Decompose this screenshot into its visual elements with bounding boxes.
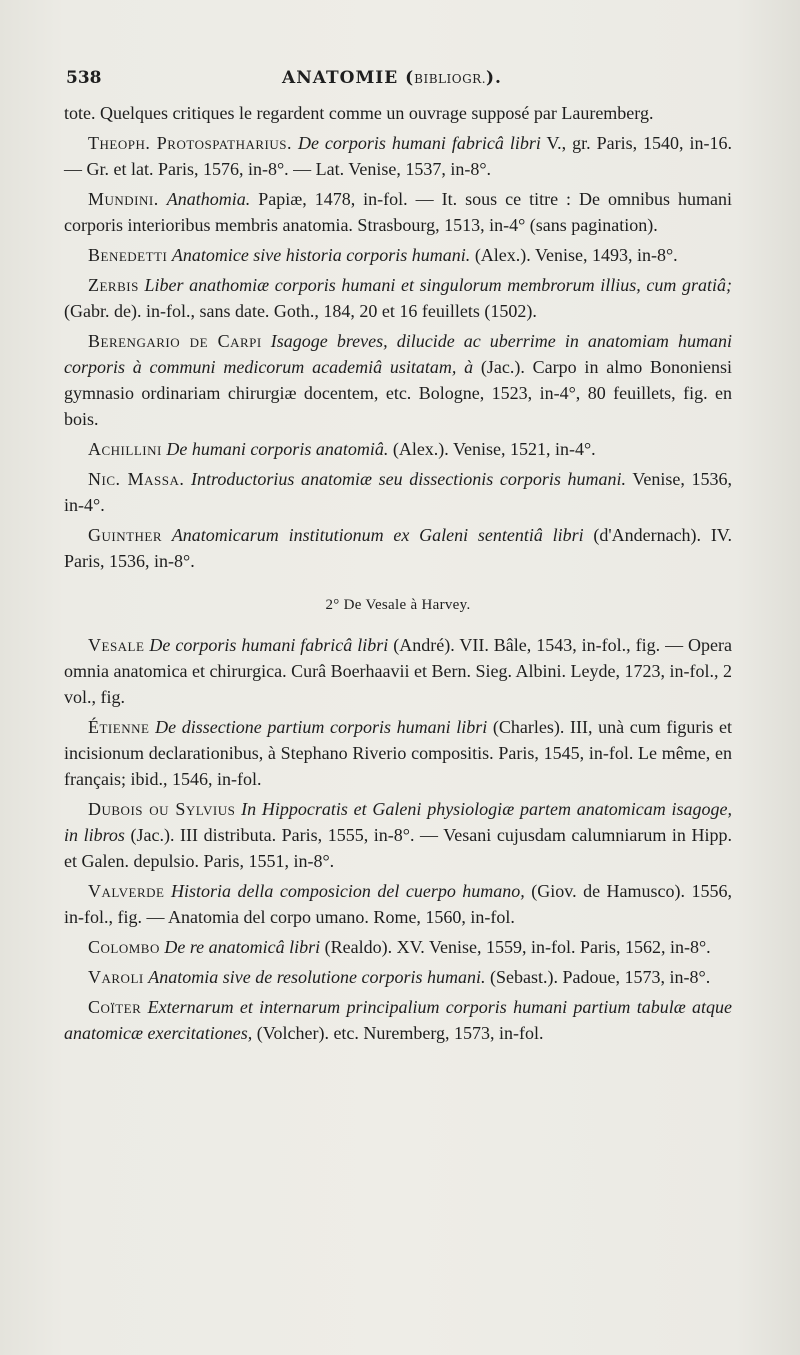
running-head-sub: BIBLIOGR. <box>414 72 487 86</box>
entry-details: (Sebast.). Padoue, 1573, in-8°. <box>485 967 711 987</box>
entry-details: (Gabr. de). in-fol., sans date. Goth., 184, 20 et 16 feuillets (1502). <box>64 301 537 321</box>
entry-title: Externarum et internarum principalium corporis humani partium tabulæ atque anatomicæ exercitationes, <box>64 997 733 1043</box>
entry-title: Anathomia. <box>166 189 251 209</box>
entry-title: Anatomice sive historia corporis humani. <box>171 245 471 265</box>
entry-author: Dubois ou Sylvius <box>88 799 236 819</box>
entry-details: (Charles). III, unà cum figuris et incisionum declarationibus, à Stephano Riverio compositis. Paris, 1545, in-fol. Le même, en français; ibid., 1546, in-fol. <box>64 717 732 789</box>
entry-title: De corporis humani fabricâ libri <box>297 133 541 153</box>
entry-author: Guinther <box>88 525 163 545</box>
entry-details: V., gr. Paris, 1540, in-16. — Gr. et lat. Paris, 1576, in-8°. — Lat. Venise, 1537, in-8°. <box>64 133 733 179</box>
bibliography-entry <box>64 522 732 574</box>
entry-details: (Volcher). etc. Nuremberg, 1573, in-fol. <box>252 1023 544 1043</box>
entry-author: Berengario de Carpi <box>88 331 262 351</box>
bibliography-entry <box>64 436 732 462</box>
bibliography-entry <box>64 964 732 990</box>
entry-details: (André). VII. Bâle, 1543, in-fol., fig. — Opera omnia anatomica et chirurgica. Curâ Boerhaavii et Bern. Sieg. Albini. Leyde, 1723, in-fol., 2 vol., fig. <box>64 635 733 707</box>
entry-title: In Hippocratis et Galeni physiologiæ partem anatomicam isagoge, in libros <box>64 799 733 845</box>
entry-title: De re anatomicâ libri <box>164 937 321 957</box>
entry-details: (Giov. de Hamusco). 1556, in-fol., fig. — Anatomia del corpo umano. Rome, 1560, in-fol. <box>64 881 732 927</box>
entry-details: (Jac.). III distributa. Paris, 1555, in-8°. — Vesani cujusdam calumniarum in Hipp. et Galen. depulsio. Paris, 1551, in-8°. <box>64 825 732 871</box>
section-heading: 2° De Vesale à Harvey. <box>325 597 471 613</box>
bibliography-entry <box>64 796 732 874</box>
entry-title: De humani corporis anatomiâ. <box>166 439 389 459</box>
continuation-text: tote. Quelques critiques le regardent comme un ouvrage supposé par Lauremberg. <box>64 103 654 123</box>
bibliography-entry <box>64 632 732 710</box>
entry-title: Isagoge breves, dilucide ac uberrime in anatomiam humani corporis à communi medicorum academiâ usitatam, à <box>64 331 732 377</box>
bibliography-entry <box>64 272 732 324</box>
entries-part2 <box>64 632 732 1046</box>
entry-author: Étienne <box>88 717 150 737</box>
bibliography-entry <box>64 994 732 1046</box>
entry-details: Papiæ, 1478, in-fol. — It. sous ce titre : De omnibus humani corporis interioribus membris anatomia. Strasbourg, 1513, in-4° (sans pagination). <box>64 189 732 235</box>
entry-author: Coïter <box>88 997 142 1017</box>
entry-title: Anatomia sive de resolutione corporis humani. <box>148 967 486 987</box>
entry-details: (d'Andernach). IV. Paris, 1536, in-8°. <box>64 525 732 571</box>
entry-details: Venise, 1536, in-4°. <box>64 469 732 515</box>
running-head-main: ANATOMIE <box>282 68 399 88</box>
bibliography-entry <box>64 242 732 268</box>
entry-title: Historia della composicion del cuerpo humano, <box>170 881 525 901</box>
entry-author: Benedetti <box>88 245 168 265</box>
bibliography-entry <box>64 714 732 792</box>
entry-details: (Realdo). XV. Venise, 1559, in-fol. Paris, 1562, in-8°. <box>320 937 711 957</box>
bibliography-body <box>64 100 732 1050</box>
entry-author: Vesale <box>88 635 145 655</box>
entry-author: Colombo <box>88 937 160 957</box>
bibliography-entry <box>64 130 732 182</box>
bibliography-entry <box>64 186 732 238</box>
entry-author: Theoph. Protospatharius. <box>88 133 293 153</box>
entry-author: Achillini <box>88 439 162 459</box>
bibliography-entry <box>64 878 732 930</box>
entry-author: Zerbis <box>88 275 139 295</box>
entry-title: Introductorius anatomiæ seu dissectionis corporis humani. <box>191 469 627 489</box>
page-number: 538 <box>66 68 102 88</box>
entries-part1 <box>64 130 732 574</box>
entry-details: (Jac.). Carpo in almo Bononiensi gymnasio ordinariam chirurgiæ docentem, etc. Bologne, 1523, in-4°, 80 feuillets, fig. en bois. <box>64 357 732 429</box>
running-head: ANATOMIE (BIBLIOGR.). <box>282 68 502 88</box>
bibliography-entry <box>64 934 732 960</box>
entry-title: De corporis humani fabricâ libri <box>149 635 389 655</box>
entry-title: Anatomicarum institutionum ex Galeni sententiâ libri <box>171 525 584 545</box>
bibliography-entry <box>64 328 732 432</box>
page-header <box>66 68 730 94</box>
entry-author: Mundini. <box>88 189 159 209</box>
bibliography-entry <box>64 466 732 518</box>
entry-details: (Alex.). Venise, 1493, in-8°. <box>470 245 678 265</box>
entry-author: Nic. Massa. <box>88 469 185 489</box>
entry-title: Liber anathomiæ corporis humani et singulorum membrorum illius, cum gratiâ; <box>144 275 732 295</box>
entry-title: De dissectione partium corporis humani libri <box>155 717 488 737</box>
entry-details: (Alex.). Venise, 1521, in-4°. <box>388 439 596 459</box>
entry-author: Varoli <box>88 967 144 987</box>
entry-author: Valverde <box>88 881 165 901</box>
